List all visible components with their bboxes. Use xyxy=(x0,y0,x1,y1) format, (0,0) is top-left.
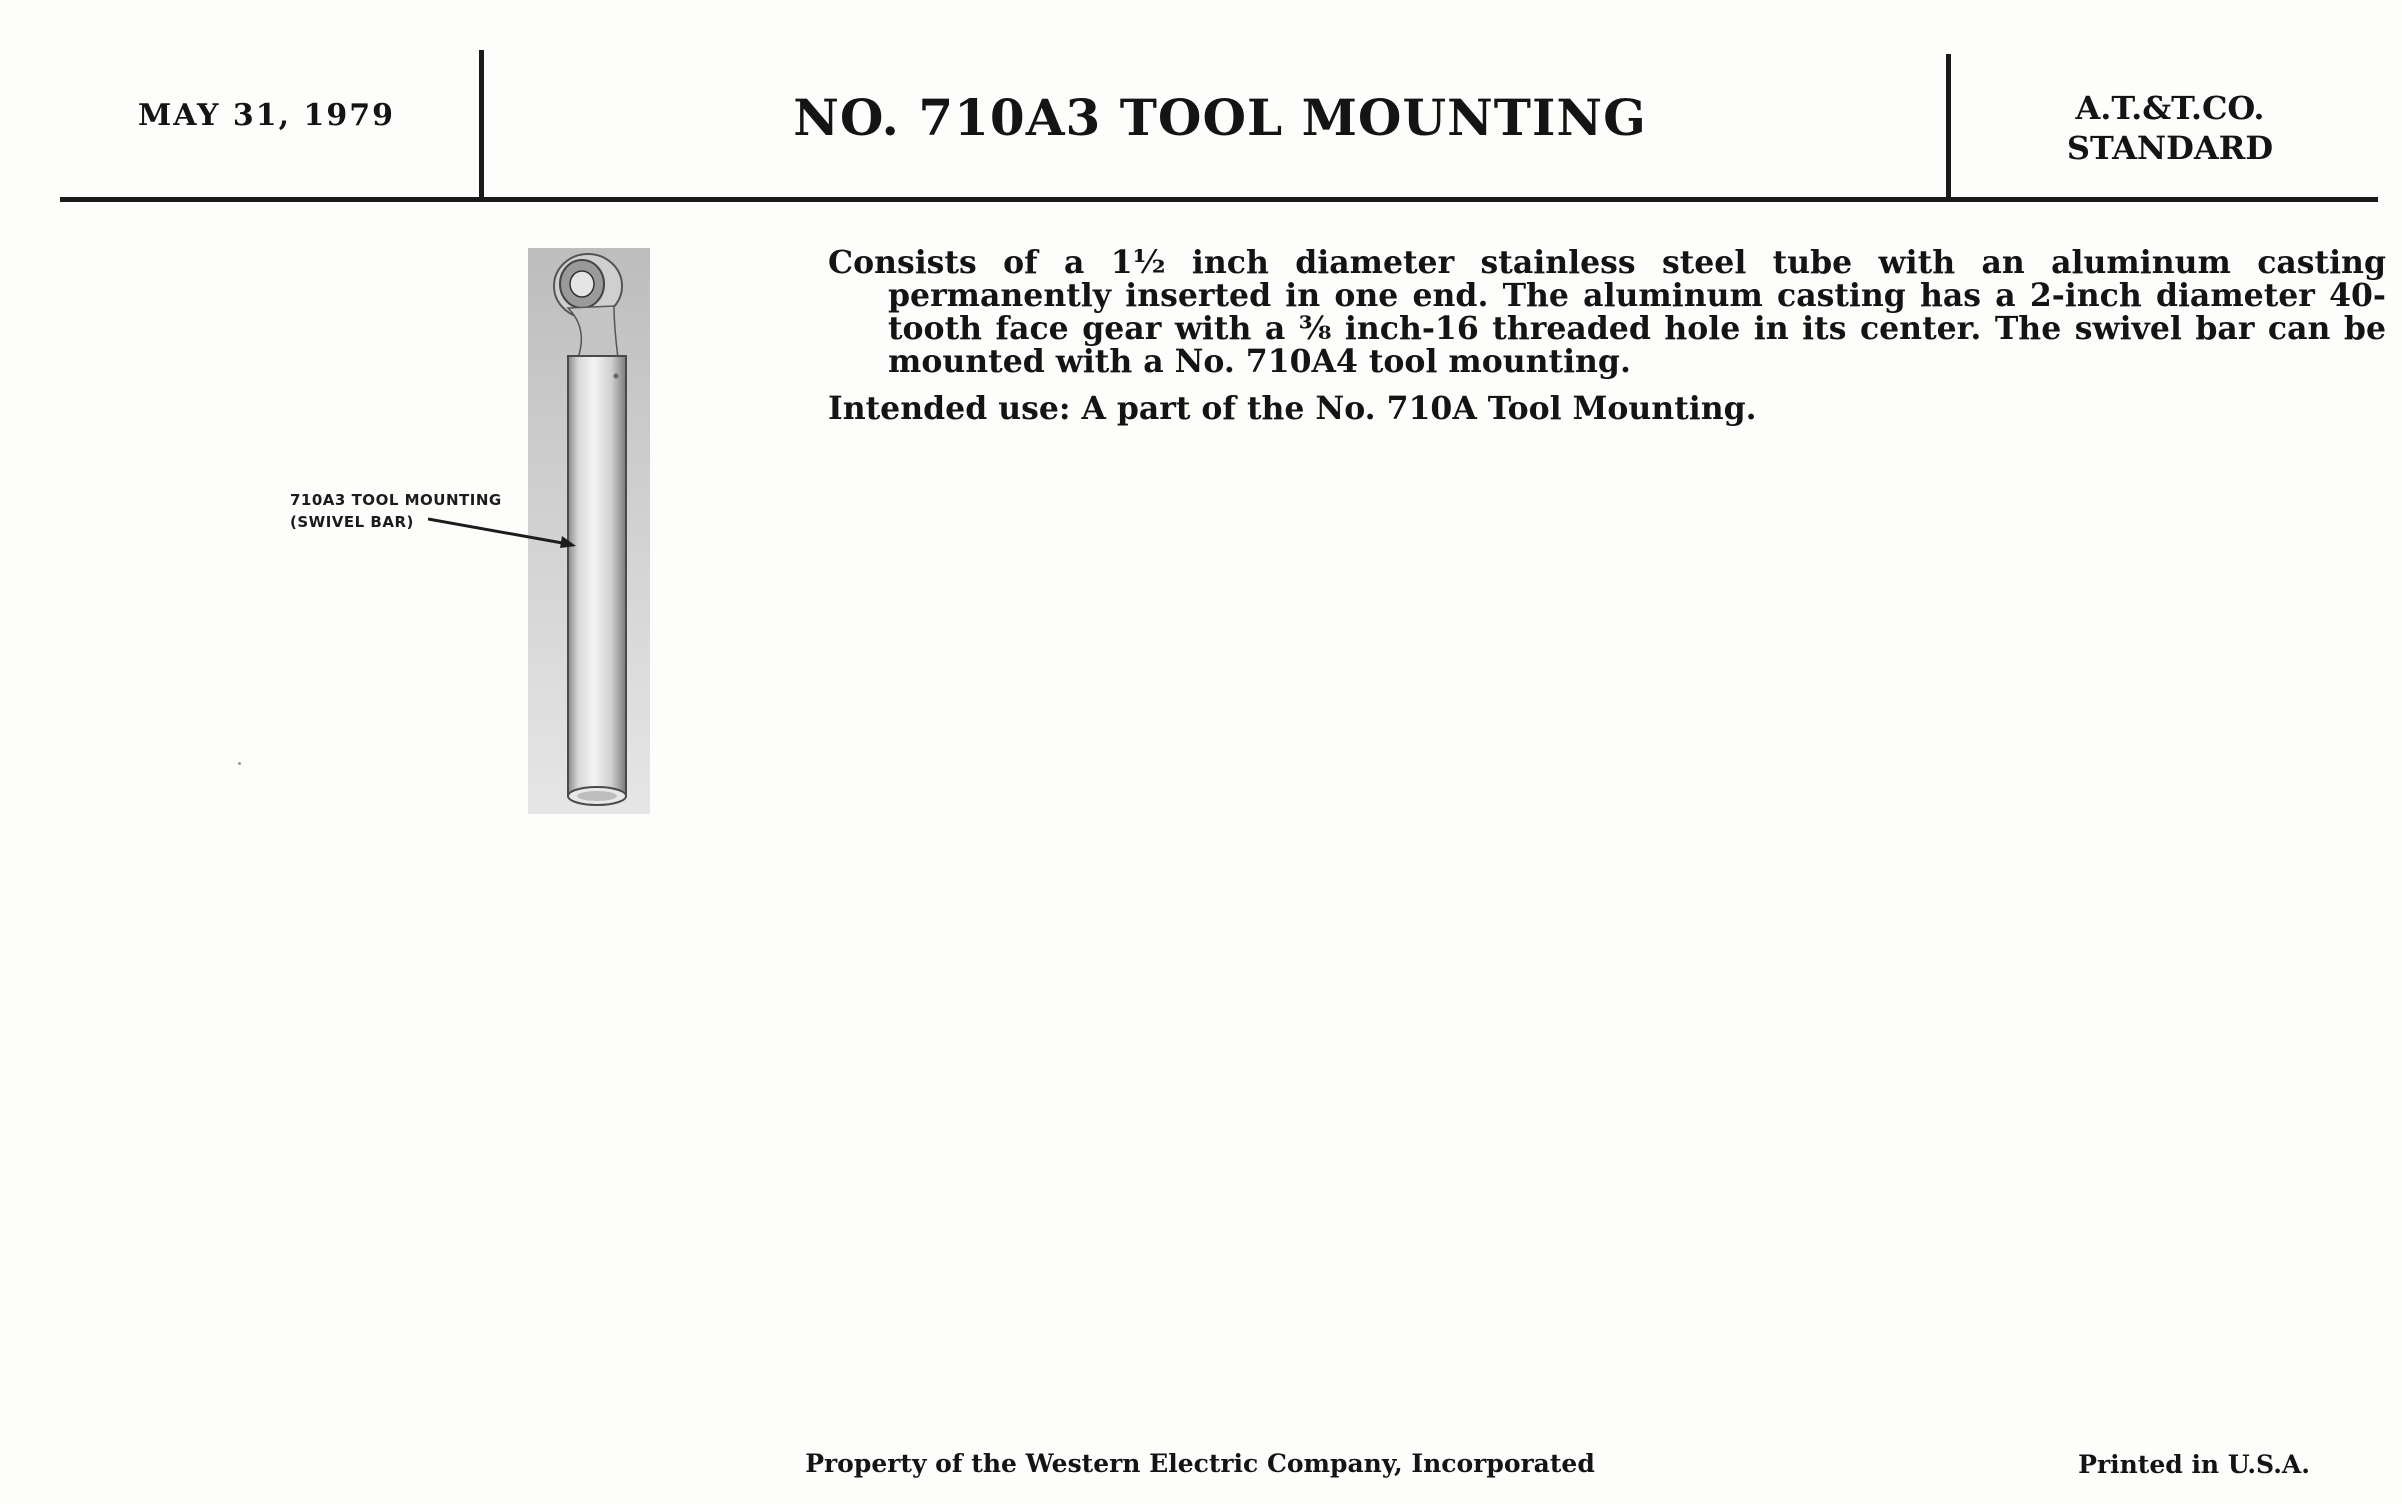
header-divider-left xyxy=(479,50,484,197)
intended-use: Intended use: A part of the No. 710A Tool Mounting. xyxy=(828,390,1757,427)
callout-part-name: 710A3 TOOL MOUNTING xyxy=(290,491,502,509)
header-rule xyxy=(60,197,2378,202)
stray-mark xyxy=(238,762,241,765)
property-notice: Property of the Western Electric Company, Incorporated xyxy=(805,1449,1595,1478)
standard-company: A.T.&T.CO. xyxy=(2075,89,2265,127)
page-title: NO. 710A3 TOOL MOUNTING xyxy=(793,88,1647,147)
callout-part-alias: (SWIVEL BAR) xyxy=(290,513,414,531)
standard-label: STANDARD xyxy=(2066,129,2274,167)
issue-date: MAY 31, 1979 xyxy=(138,98,395,133)
callout-arrow xyxy=(428,514,578,554)
item-description: Consists of a 1½ inch diameter stainless steel tube with an aluminum casting permanently inserted in one end. The aluminum casting has a 2-inch diameter 40-tooth face gear with a ⅜ inch-16 threaded hole in its center. The swivel bar can be mounted with a No. 710A4 tool mounting. xyxy=(828,244,2386,380)
standard-block xyxy=(1990,88,2350,168)
header-divider-right xyxy=(1946,54,1951,201)
printed-notice: Printed in U.S.A. xyxy=(2078,1450,2310,1479)
